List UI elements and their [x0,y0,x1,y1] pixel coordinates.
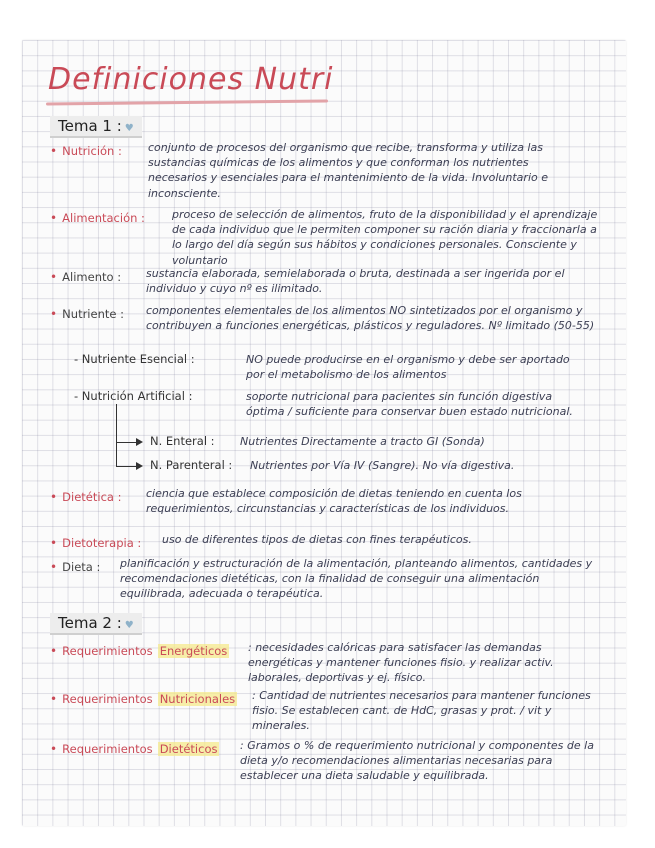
tema-1-label: Tema 1 : [58,117,122,135]
term-label: Requerimientos [62,742,153,756]
section-heading-tema-1 [50,116,142,138]
entry-nutricion [50,140,122,159]
bullet-icon: • [50,536,58,550]
definition-text: proceso de selección de alimentos, fruto de la disponibilidad y el aprendizaje de cada individuo que le permiten componer su ración diaria y fraccionarla a lo largo del día según sus hábitos y condiciones personales. Consciente y voluntario [172,208,598,267]
subterm-enteral: N. Enteral : [150,434,215,448]
term-label: Dietoterapia : [62,536,142,550]
bullet-icon: • [50,270,58,284]
subterm-nutriente-esencial: - Nutriente Esencial : [74,352,195,366]
section-heading-tema-2 [50,613,142,635]
entry-dieta [50,556,100,575]
term-label: Nutriente : [62,307,124,321]
term-label: Alimentación : [62,211,145,225]
definition-text: : Gramos o % de requerimiento nutricional y componentes de la dieta y/o recomendaciones alimentarias necesarias para establecer una dieta saludable y equilibrada. [240,739,594,783]
tema-2-label: Tema 2 : [58,614,122,632]
definition-text: planificación y estructuración de la alimentación, planteando alimentos, cantidades y recomendaciones dietéticas, con la finalidad de conseguir una alimentación equilibrada, adecuada o terapéutica. [120,557,593,601]
arrow-parenteral-stem [116,440,117,466]
definition-text: conjunto de procesos del organismo que recibe, transforma y utiliza las sustancias químicas de los alimentos y que conforman los nutrientes necesarios y esenciales para el mantenimiento de la vida. Involuntario e inconsciente. [148,141,548,200]
definition-text: componentes elementales de los alimentos NO sintetizados por el organismo y contribuyen a funciones energéticas, plásticos y reguladores. Nº limitado (50-55) [146,304,595,333]
bullet-icon: • [50,692,58,706]
arrow-enteral-line [116,404,137,443]
term-label: Nutrición : [62,144,122,158]
arrow-right-icon [136,438,143,446]
entry-alimentacion [50,207,145,226]
bullet-icon: • [50,560,58,574]
bullet-icon: • [50,644,58,658]
entry-nutriente [50,303,124,322]
highlight-label: Nutricionales [159,692,236,706]
bullet-icon: • [50,742,58,756]
definition-text: Nutrientes Directamente a tracto GI (Sonda) [240,435,485,448]
definition-text: sustancia elaborada, semielaborada o bruta, destinada a ser ingerida por el individuo y cuyo nº es ilimitado. [146,267,565,296]
bullet-icon: • [50,144,58,158]
entry-req-dieteticos [50,738,219,757]
entry-req-energeticos [50,640,229,659]
term-label: Alimento : [62,270,122,284]
heart-icon: ♥ [124,620,134,631]
entry-req-nutricionales [50,688,237,707]
arrow-right-icon [136,462,143,470]
definition-text: soporte nutricional para pacientes sin función digestiva óptima / suficiente para conservar buen estado nutricional. [246,390,573,419]
term-label: Requerimientos [62,644,153,658]
bullet-icon: • [50,490,58,504]
term-label: Dieta : [62,560,101,574]
highlight-label: Dietéticos [159,742,218,756]
definition-text: : necesidades calóricas para satisfacer las demandas energéticas y mantener funciones fisio. y realizar activ. laborales, deportivas y ej. físico. [248,641,554,685]
definition-text: ciencia que establece composición de dietas teniendo en cuenta los requerimientos, circunstancias y características de los individuos. [146,487,522,516]
entry-dietetica [50,486,122,505]
bullet-icon: • [50,211,58,225]
subterm-parenteral: N. Parenteral : [150,458,233,472]
term-label: Dietética : [62,490,122,504]
page-title: Definiciones Nutri [48,62,334,97]
term-label: Requerimientos [62,692,153,706]
heart-icon: ♥ [124,123,134,134]
definition-text: NO puede producirse en el organismo y debe ser aportado por el metabolismo de los alimentos [246,353,570,382]
arrow-parenteral-line [116,440,136,467]
highlight-label: Energéticos [159,644,228,658]
definition-text: Nutrientes por Vía IV (Sangre). No vía digestiva. [250,459,515,472]
entry-alimento [50,266,121,285]
entry-dietoterapia [50,532,141,551]
bullet-icon: • [50,307,58,321]
definition-text: uso de diferentes tipos de dietas con fines terapéuticos. [162,533,472,546]
definition-text: : Cantidad de nutrientes necesarios para mantener funciones fisio. Se establecen cant. de HdC, grasas y prot. / vit y minerales. [252,689,591,733]
subterm-nutricion-artificial: - Nutrición Artificial : [74,389,193,403]
